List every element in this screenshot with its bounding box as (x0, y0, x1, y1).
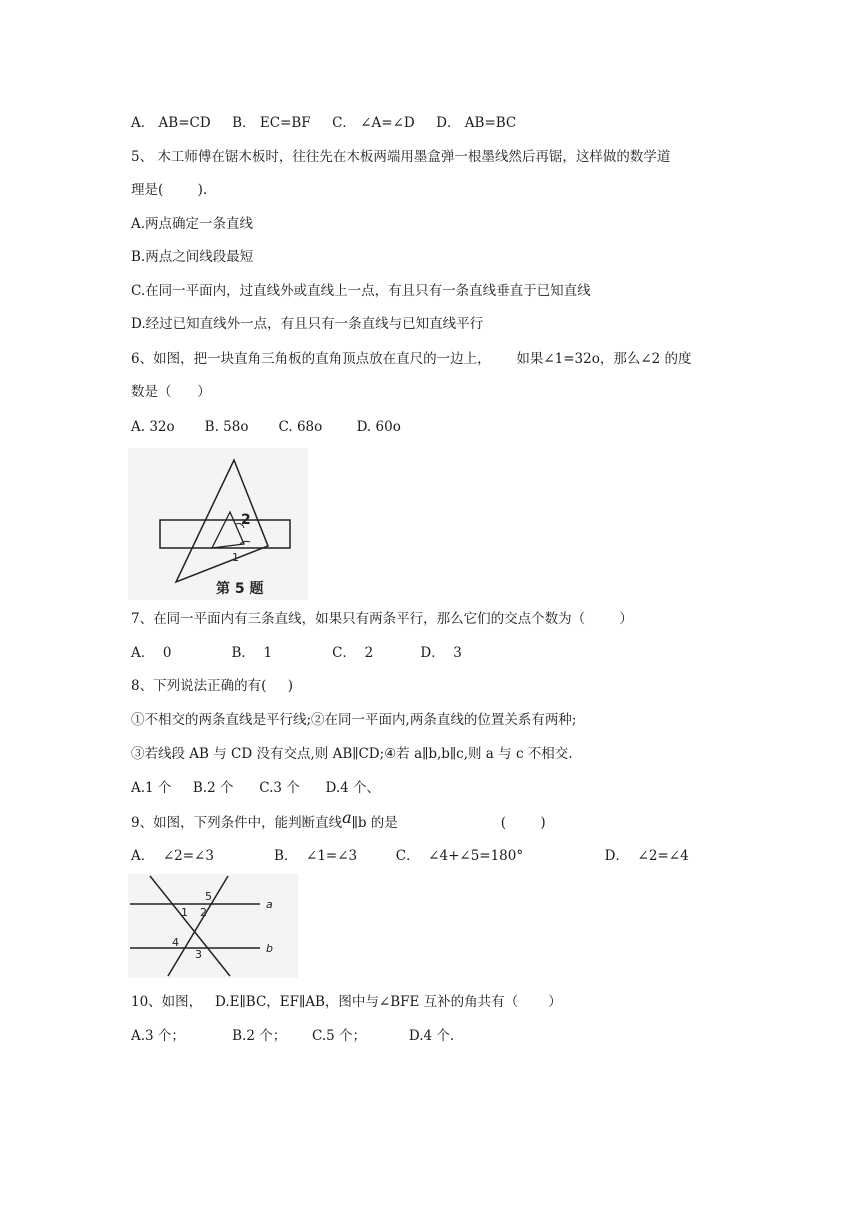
q8-options: A.1 个 B.2 个 C.3 个 D.4 个、 (131, 780, 380, 796)
q6-figure (128, 448, 308, 600)
line-a-label: a (266, 898, 273, 911)
q5-option-a: A.两点确定一条直线 (131, 216, 254, 232)
figure-background (128, 874, 298, 978)
q5-stem-line2: 理是( ). (131, 182, 208, 198)
q9-stem (131, 808, 546, 832)
q6-stem-line2: 数是（ ） (131, 384, 211, 400)
ruler-triangle-diagram (128, 448, 308, 600)
angle-1-label: 1 (181, 906, 188, 919)
q8-statement-line1: ①不相交的两条直线是平行线;②在同一平面内,两条直线的位置关系有两种; (131, 712, 577, 728)
angle-2-label: 2 (241, 512, 251, 528)
q10-stem: 10、如图， D.E∥BC，EF∥AB，图中与∠BFE 互补的角共有（ ） (131, 994, 562, 1010)
line-b-label: b (266, 942, 273, 955)
q9-stem-suffix: ∥b 的是 ( ) (351, 815, 546, 831)
angle-3-label: 3 (195, 948, 202, 961)
q5-option-c: C.在同一平面内，过直线外或直线上一点，有且只有一条直线垂直于已知直线 (131, 283, 591, 299)
angle-1-label: 1 (232, 551, 239, 564)
figure-background (128, 448, 308, 600)
angle-4-label: 4 (172, 936, 179, 949)
angle-2-label: 2 (200, 906, 207, 919)
q6-stem-line1: 6、如图，把一块直角三角板的直角顶点放在直尺的一边上， 如果∠1=32o，那么∠2 的度 (131, 351, 692, 367)
q10-options: A.3 个； B.2 个； C.5 个； D.4 个. (131, 1028, 455, 1044)
q9-stem-symbol: a (342, 808, 352, 827)
q8-stem: 8、下列说法正确的有( ) (131, 678, 294, 694)
q9-figure (128, 874, 298, 978)
q9-stem-prefix: 9、如图，下列条件中，能判断直线 (131, 815, 343, 831)
parallel-lines-diagram (128, 874, 298, 978)
q9-options: A． ∠2=∠3 B． ∠1=∠3 C． ∠4+∠5=180° D． ∠2=∠4 (131, 848, 689, 864)
q4-options: A． AB=CD B． EC=BF C． ∠A=∠D D． AB=BC (131, 115, 517, 131)
q7-stem: 7、在同一平面内有三条直线，如果只有两条平行，那么它们的交点个数为（ ） (131, 611, 633, 627)
q6-options: A. 32o B. 58o C. 68o D. 60o (131, 419, 401, 435)
q5-stem-line1: 5、 木工师傅在锯木板时，往往先在木板两端用墨盒弹一根墨线然后再锯，这样做的数学道 (131, 149, 671, 165)
q5-option-b: B.两点之间线段最短 (131, 249, 254, 265)
figure-caption: 第 5 题 (216, 581, 264, 597)
angle-5-label: 5 (205, 890, 212, 903)
q8-statement-line2: ③若线段 AB 与 CD 没有交点,则 AB∥CD;④若 a∥b,b∥c,则 a 与 c 不相交. (131, 746, 573, 762)
q7-options: A． 0 B． 1 C． 2 D． 3 (131, 645, 462, 661)
q5-option-d: D.经过已知直线外一点，有且只有一条直线与已知直线平行 (131, 316, 484, 332)
